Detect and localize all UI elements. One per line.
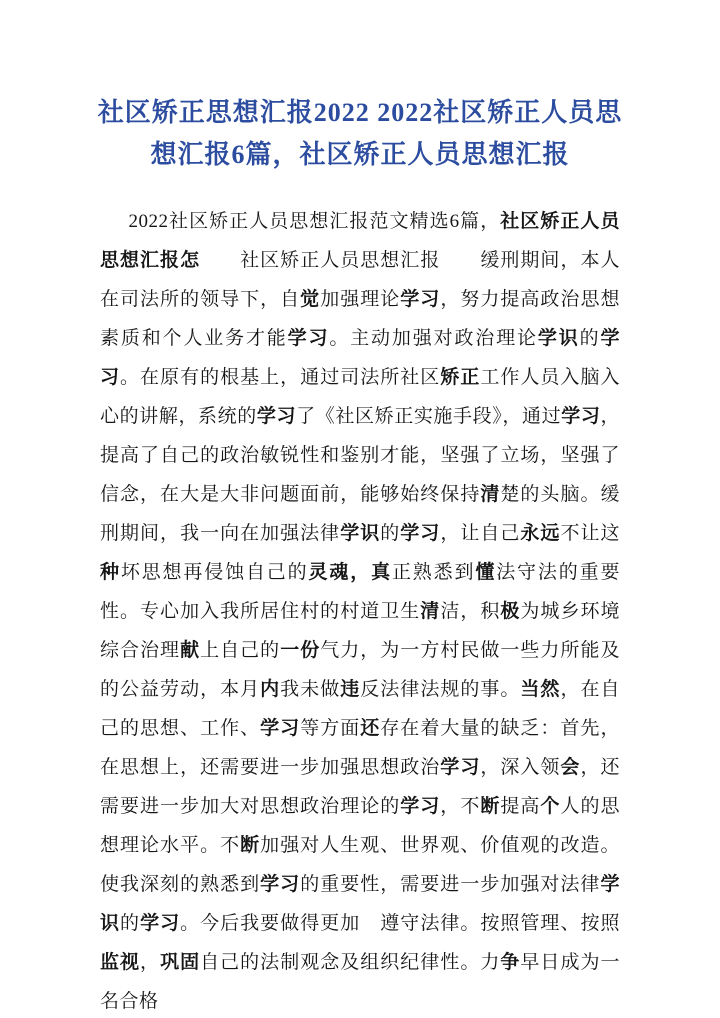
text-segment: 法守法的重要性。专心加入我所居住村的村道卫生 [100,562,620,622]
text-segment: ，提高了自己的政治敏锐性和鉴别才能，坚强了立场，坚强了信念，在大是大非问题面前，能够始终保持 [100,406,620,505]
text-segment: 还 [360,718,381,739]
text-segment: 人的思想理论水平。不 [100,796,620,856]
text-segment: 加强对人生观、世界观、价值观的改造。使我深刻的熟悉到 [100,835,620,895]
text-segment: 懂 [475,562,497,583]
text-segment: 2022社区矫正人员思想汇报范文精选6篇， [128,211,501,232]
text-segment: 学习 [400,523,441,544]
text-segment: 学习 [400,796,441,817]
text-segment: 社区矫正人员思想汇报 缓刑期间，本人在司法所的领导下，自 [100,250,620,310]
text-segment: 灵魂， [308,562,372,583]
text-segment: 加强理论 [320,289,401,310]
text-segment: 矫正 [440,367,481,388]
text-segment: 。今后我要做得更加 遵守法律。按照管理、按照 [180,913,620,934]
text-segment: ， [140,952,161,973]
text-segment: 自己的法制观念及组织纪律性。力 [200,952,501,973]
text-segment: 学习 [140,913,181,934]
text-segment: 争 [500,952,521,973]
text-segment: 断 [240,835,261,856]
text-segment: ，努力提高政治思想素质和个人业务才能 [100,289,620,349]
text-segment: 会 [560,757,581,778]
text-segment: 等方面 [300,718,361,739]
text-segment: 种 [100,562,121,583]
text-segment: 一份 [280,640,321,661]
text-segment: 学习 [440,757,481,778]
text-segment: 学习 [260,718,301,739]
text-segment: ，还需要进一步加大对思想政治理论的 [100,757,620,817]
text-segment: 我未做 [280,679,341,700]
text-segment: ，在自己的思想、工作、 [100,679,620,739]
text-segment: 的 [120,913,141,934]
text-segment: 内 [260,679,281,700]
text-segment: 了《社区矫正实施手段》，通过 [296,406,562,427]
text-segment: 学识 [340,523,381,544]
text-segment: 气力，为一方村民做一些力所能及的公益劳动，本月 [100,640,620,700]
document-body-paragraph [100,202,620,1018]
text-segment: 为城乡环境综合治理 [100,601,620,661]
text-segment: 坏思想再侵蚀自己的 [120,562,309,583]
text-segment: 工作人员入脑入心的讲解，系统的 [100,367,620,427]
text-segment: 存在着大量的缺乏：首先，在思想上，还需要进一步加强思想政治 [100,718,620,778]
text-segment: 极 [500,601,521,622]
text-segment: 的 [380,523,401,544]
text-segment: 觉 [300,289,321,310]
text-segment: 个 [540,796,561,817]
text-segment: 上自己的 [200,640,281,661]
text-segment: 学习 [256,406,297,427]
text-segment: 。主动加强对政治理论 [329,328,538,349]
text-segment: ，不 [440,796,481,817]
text-segment: 学习 [260,874,301,895]
text-segment: 学习 [287,328,330,349]
text-segment: 早日成为一名合格 [100,952,620,1012]
text-segment: ，深入领 [480,757,561,778]
text-segment: 学习 [100,328,620,388]
text-segment: 学习 [400,289,441,310]
text-segment: 清 [420,601,441,622]
text-segment: ，让自己 [440,523,521,544]
text-segment: 楚的头脑。缓刑期间，我一向在加强法律 [100,484,620,544]
text-segment: 真 [371,562,392,583]
text-segment: 反法律法规的事。 [360,679,521,700]
text-segment: 学识 [537,328,580,349]
text-segment: 违 [340,679,361,700]
text-segment: 提高 [500,796,541,817]
text-segment: 社区矫正人员思想汇报怎 [100,211,620,271]
text-segment: 永远 [520,523,561,544]
page-title: 社区矫正思想汇报2022 2022社区矫正人员思想汇报6篇，社区矫正人员思想汇报 [97,98,623,169]
text-segment: 的重要性，需要进一步加强对法律 [300,874,601,895]
text-segment: 清 [480,484,501,505]
text-segment: 的 [579,328,601,349]
text-segment: 洁，积 [440,601,501,622]
text-segment: 巩固 [160,952,201,973]
text-segment: 断 [480,796,501,817]
text-segment: 当然 [520,679,561,700]
text-segment: 学识 [100,874,620,934]
text-segment: 监视 [100,952,141,973]
text-segment: 学习 [561,406,601,427]
text-segment: 正熟悉到 [391,562,476,583]
text-segment: 。在原有的根基上，通过司法所社区 [120,367,441,388]
text-segment: 献 [180,640,201,661]
text-segment: 不让这 [560,523,620,544]
